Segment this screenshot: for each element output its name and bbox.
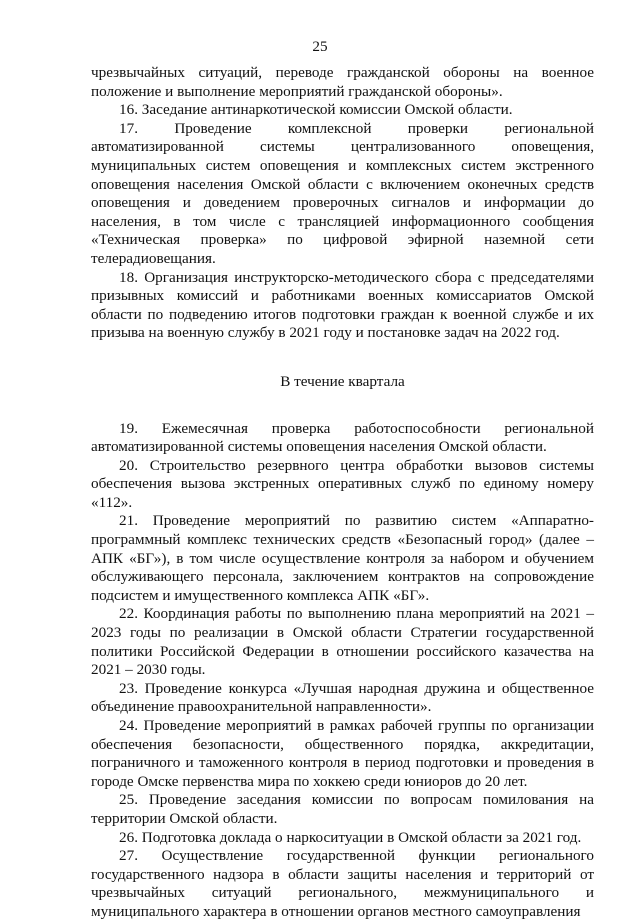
paragraph-item-16: 16. Заседание антинаркотической комиссии Омской области.: [119, 101, 513, 119]
paragraph-item-26: 26. Подготовка доклада о наркоситуации в Омской области за 2021 год.: [119, 828, 582, 846]
paragraph-item-22: 22. Координация работы по выполнению плана мероприятий на 2021 – 2023 годы по реализации в Омской области Стратегии государственной политики Российской Федерации в отношении российского казачества на 2021 – 2030 годы.: [91, 605, 594, 679]
paragraph-item-19: 19. Ежемесячная проверка работоспособности региональной автоматизированной системы оповещения населения Омской области.: [91, 419, 594, 456]
paragraph-item-17: 17. Проведение комплексной проверки региональной автоматизированной системы централизованного оповещения, муниципальных систем оповещения и комплексных систем экстренного оповещения населения Омской области с включением оконечных средств оповещения и доведением проверочных сигналов и информации до населения, в том числе с трансляцией информационного сообщения «Техническая проверка» по цифровой эфирной наземной сети телерадиовещания.: [91, 119, 594, 267]
paragraph-item-24: 24. Проведение мероприятий в рамках рабочей группы по организации обеспечения безопасности, общественного порядка, аккредитации, пограничного и таможенного контроля в период подготовки и проведения в городе Омске первенства мира по хоккею среди юниоров до 20 лет.: [91, 717, 594, 790]
paragraph-item-21: 21. Проведение мероприятий по развитию систем «Аппаратно-программный комплекс технических средств «Безопасный город» (далее – АПК «БГ»), в том числе осуществление контроля за набором и обучением обслуживающего персонала, заключением контрактов на сопровождение подсистем и имущественного комплекса АПК «БГ».: [91, 512, 594, 604]
paragraph-item-27: 27. Осуществление государственной функции регионального государственного надзора в области защиты населения и территорий от чрезвычайных ситуаций регионального, межмуниципального и муниципального характера в отношении органов местного самоуправления: [91, 847, 594, 920]
paragraph-item-20: 20. Строительство резервного центра обработки вызовов системы обеспечения вызова экстренных оперативных служб по единому номеру «112».: [91, 456, 594, 511]
paragraph-item-18: 18. Организация инструкторско-методического сбора с председателями призывных комиссий и работниками военных комиссариатов Омской области по подведению итогов подготовки граждан к военной службе и их призыва на военную службу в 2021 году и постановке задач на 2022 год.: [91, 268, 594, 342]
paragraph-continuation: чрезвычайных ситуаций, переводе гражданской обороны на военное положение и выполнение мероприятий гражданской обороны».: [91, 64, 594, 100]
paragraph-item-25: 25. Проведение заседания комиссии по вопросам помилования на территории Омской области.: [91, 791, 594, 827]
page-content: [91, 64, 594, 922]
paragraph-item-23: 23. Проведение конкурса «Лучшая народная дружина и общественное объединение правоохранительной направленности».: [91, 679, 594, 716]
section-heading: В течение квартала: [280, 372, 405, 390]
page-number: 25: [312, 38, 328, 55]
